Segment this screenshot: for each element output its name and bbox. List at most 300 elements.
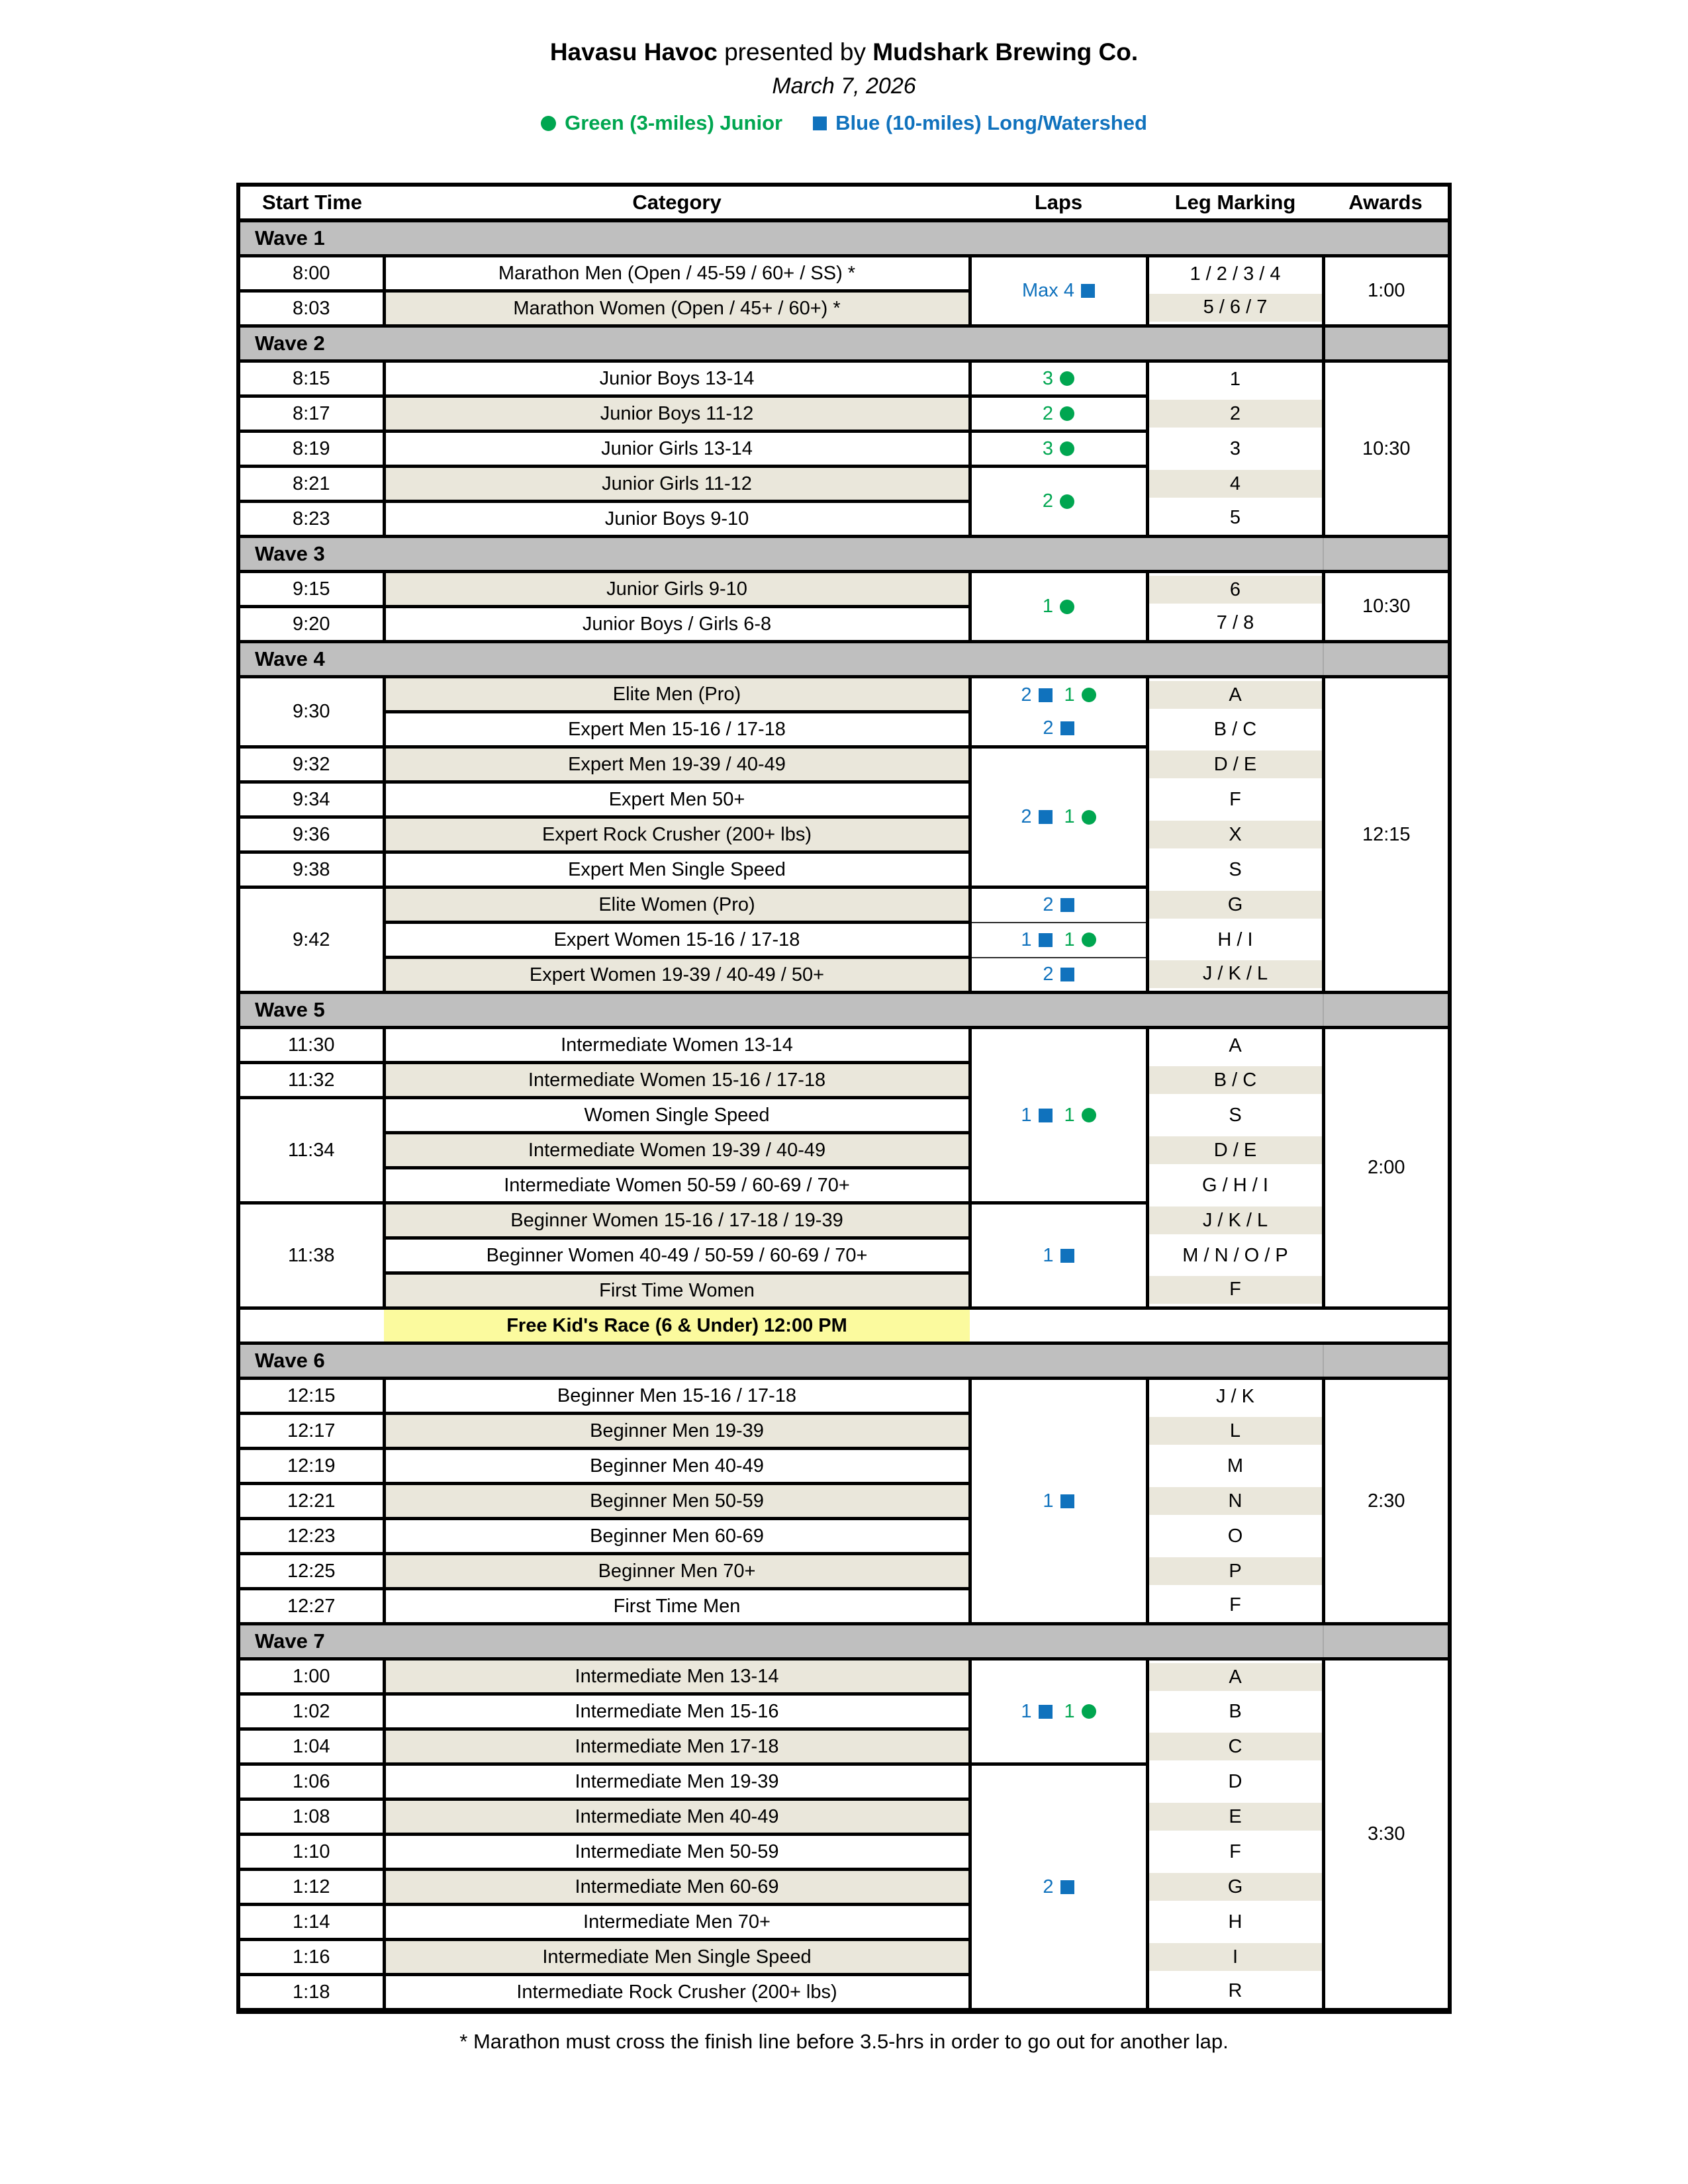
leg-marking-value: H / I — [1217, 929, 1253, 950]
table-row — [238, 782, 1450, 817]
leg-marking-cell — [1147, 1554, 1323, 1589]
laps-cell — [970, 467, 1147, 537]
leg-marking-value: R — [1228, 1980, 1243, 2002]
start-time-cell: 9:34 — [238, 782, 384, 817]
start-time-cell: 1:12 — [238, 1870, 384, 1905]
laps-part — [1064, 1701, 1096, 1723]
leg-marking-value: 2 — [1149, 400, 1322, 428]
table-row — [238, 1729, 1450, 1764]
leg-marking-value: F — [1149, 1276, 1322, 1304]
table-row — [238, 256, 1450, 291]
laps-cell — [970, 432, 1147, 467]
start-time-cell: 1:14 — [238, 1905, 384, 1940]
leg-marking-cell — [1147, 1870, 1323, 1905]
leg-marking-value: F — [1229, 1841, 1241, 1862]
leg-marking-cell — [1147, 467, 1323, 502]
laps-cell — [970, 1203, 1147, 1308]
leg-marking-value: I — [1149, 1943, 1322, 1971]
start-time-cell: 8:03 — [238, 291, 384, 326]
blue-square-icon — [1060, 1494, 1074, 1508]
start-time-cell: 12:15 — [238, 1379, 384, 1414]
laps-part — [1043, 368, 1074, 390]
table-row — [238, 1799, 1450, 1835]
blue-square-icon — [1039, 1109, 1053, 1122]
laps-part — [1021, 806, 1052, 828]
wave-band-awards-cell — [1323, 993, 1450, 1028]
laps-value — [972, 490, 1146, 512]
leg-marking-value: B — [1229, 1700, 1242, 1722]
green-dot-icon — [1060, 441, 1074, 456]
leg-marking-value: D / E — [1149, 751, 1322, 778]
laps-cell — [970, 1028, 1147, 1203]
start-time-cell: 9:42 — [238, 887, 384, 993]
blue-square-icon — [1060, 898, 1074, 912]
green-dot-icon — [541, 116, 556, 131]
leg-marking-value: G — [1149, 1873, 1322, 1901]
leg-marking-cell — [1147, 887, 1323, 923]
table-row — [238, 396, 1450, 432]
start-time-cell: 12:19 — [238, 1449, 384, 1484]
laps-count: 2 — [1021, 684, 1032, 705]
wave-band-awards-cell — [1323, 1624, 1450, 1659]
category-cell: Expert Men Single Speed — [384, 852, 970, 887]
leg-marking-cell — [1147, 1238, 1323, 1273]
table-row — [238, 572, 1450, 607]
category-cell: Marathon Women (Open / 45+ / 60+) * — [384, 291, 970, 326]
laps-part — [1043, 438, 1074, 460]
category-cell: Intermediate Men 17-18 — [384, 1729, 970, 1764]
category-cell: Expert Men 50+ — [384, 782, 970, 817]
start-time-cell: 8:00 — [238, 256, 384, 291]
green-dot-icon — [1082, 810, 1096, 825]
category-cell: Intermediate Men 13-14 — [384, 1659, 970, 1694]
start-time-cell: 9:36 — [238, 817, 384, 852]
leg-marking-cell — [1147, 1273, 1323, 1308]
laps-count: 2 — [1043, 963, 1054, 985]
table-row — [238, 817, 1450, 852]
table-row — [238, 1028, 1450, 1063]
start-time-cell: 12:27 — [238, 1589, 384, 1624]
laps-cell — [970, 1764, 1147, 2011]
leg-marking-value: 3 — [1229, 437, 1241, 459]
start-time-cell: 1:16 — [238, 1940, 384, 1975]
leg-marking-value: J / K / L — [1149, 1206, 1322, 1234]
start-time-cell: 1:04 — [238, 1729, 384, 1764]
leg-marking-cell — [1147, 396, 1323, 432]
category-cell: Beginner Men 50-59 — [384, 1484, 970, 1519]
start-time-cell: 9:32 — [238, 747, 384, 782]
laps-count: 1 — [1064, 929, 1075, 950]
leg-marking-cell — [1147, 747, 1323, 782]
footnote: * Marathon must cross the finish line before 3.5-hrs in order to go out for another lap. — [459, 2030, 1229, 2053]
leg-marking-value: P — [1149, 1557, 1322, 1585]
leg-marking-value: X — [1149, 821, 1322, 848]
leg-marking-cell — [1147, 607, 1323, 642]
laps-count: 2 — [1043, 1876, 1054, 1897]
leg-marking-value: S — [1229, 858, 1242, 880]
table-row — [238, 1764, 1450, 1799]
leg-marking-cell — [1147, 1729, 1323, 1764]
leg-marking-value: 5 / 6 / 7 — [1149, 294, 1322, 322]
laps-value — [972, 1876, 1146, 1898]
leg-marking-cell — [1147, 1905, 1323, 1940]
laps-value — [972, 368, 1146, 390]
laps-cell — [970, 1379, 1147, 1624]
wave-band-awards-cell — [1323, 537, 1450, 572]
leg-marking-cell — [1147, 1449, 1323, 1484]
blue-square-icon — [1081, 284, 1095, 298]
leg-marking-cell — [1147, 1589, 1323, 1624]
leg-marking-cell — [1147, 1764, 1323, 1799]
green-dot-icon — [1082, 933, 1096, 947]
leg-marking-cell — [1147, 572, 1323, 607]
awards-cell: 10:30 — [1323, 572, 1450, 642]
laps-count: 3 — [1042, 367, 1054, 389]
leg-marking-cell — [1147, 1063, 1323, 1098]
awards-cell: 10:30 — [1323, 361, 1450, 537]
wave-band-label: Wave 7 — [238, 1624, 1323, 1659]
laps-cell — [970, 923, 1147, 958]
awards-cell: 3:30 — [1323, 1659, 1450, 2011]
start-time-cell: 8:17 — [238, 396, 384, 432]
wave-band-label: Wave 5 — [238, 993, 1323, 1028]
leg-marking-cell — [1147, 712, 1323, 747]
race-schedule-table — [236, 183, 1452, 2014]
green-dot-icon — [1060, 600, 1074, 614]
category-cell: Expert Men 19-39 / 40-49 — [384, 747, 970, 782]
laps-cell — [970, 1659, 1147, 1764]
category-cell: Expert Men 15-16 / 17-18 — [384, 712, 970, 747]
leg-marking-value: E — [1149, 1803, 1322, 1831]
table-row — [238, 677, 1450, 712]
table-row — [238, 712, 1450, 747]
start-time-cell: 8:21 — [238, 467, 384, 502]
green-dot-icon — [1060, 494, 1074, 509]
start-time-cell: 9:20 — [238, 607, 384, 642]
awards-cell: 12:15 — [1323, 677, 1450, 993]
table-row — [238, 1975, 1450, 2011]
leg-marking-cell — [1147, 958, 1323, 993]
leg-marking-cell — [1147, 256, 1323, 291]
leg-marking-value: F — [1229, 1594, 1241, 1616]
wave-band-row — [238, 642, 1450, 677]
laps-value — [972, 1701, 1146, 1723]
category-cell: Elite Men (Pro) — [384, 677, 970, 712]
category-cell: Junior Girls 13-14 — [384, 432, 970, 467]
laps-cell — [970, 361, 1147, 396]
legend-item-green — [541, 111, 782, 135]
laps-count: 1 — [1064, 806, 1075, 827]
table-row — [238, 1379, 1450, 1414]
blue-square-icon — [1060, 1249, 1074, 1263]
laps-count: 1 — [1021, 1104, 1032, 1126]
leg-marking-cell — [1147, 1659, 1323, 1694]
wave-band-row — [238, 1624, 1450, 1659]
wave-band-label: Wave 4 — [238, 642, 1323, 677]
table-row — [238, 958, 1450, 993]
category-cell: Junior Boys 9-10 — [384, 502, 970, 537]
leg-marking-cell — [1147, 1835, 1323, 1870]
start-time-cell: 12:21 — [238, 1484, 384, 1519]
laps-part — [1064, 929, 1096, 951]
start-time-cell: 1:10 — [238, 1835, 384, 1870]
category-cell: Intermediate Women 19-39 / 40-49 — [384, 1133, 970, 1168]
laps-part — [1043, 717, 1074, 739]
laps-count: Max 4 — [1022, 280, 1074, 301]
category-cell: Expert Rock Crusher (200+ lbs) — [384, 817, 970, 852]
laps-value — [972, 964, 1146, 985]
laps-part — [1021, 1701, 1052, 1723]
laps-cell — [970, 572, 1147, 642]
laps-part — [1043, 894, 1074, 916]
leg-marking-value: B / C — [1213, 718, 1257, 740]
laps-value — [972, 717, 1146, 739]
laps-count: 1 — [1043, 1244, 1054, 1266]
table-row — [238, 1905, 1450, 1940]
laps-part — [1021, 684, 1052, 706]
start-time-cell: 9:38 — [238, 852, 384, 887]
table-row — [238, 1063, 1450, 1098]
col-header-awards: Awards — [1323, 185, 1450, 220]
wave-band-label: Wave 1 — [238, 220, 1450, 256]
table-row — [238, 1940, 1450, 1975]
table-row — [238, 1554, 1450, 1589]
start-time-cell: 1:06 — [238, 1764, 384, 1799]
leg-marking-value: H — [1228, 1911, 1243, 1933]
laps-value — [972, 438, 1146, 460]
laps-value — [972, 403, 1146, 425]
start-time-cell: 1:02 — [238, 1694, 384, 1729]
table-row — [238, 852, 1450, 887]
laps-value — [972, 1490, 1146, 1512]
leg-marking-value: 1 / 2 / 3 / 4 — [1190, 263, 1281, 285]
leg-marking-value: N — [1149, 1487, 1322, 1515]
leg-marking-cell — [1147, 432, 1323, 467]
category-cell: Women Single Speed — [384, 1098, 970, 1133]
blue-square-icon — [1060, 721, 1074, 735]
category-cell: Expert Women 19-39 / 40-49 / 50+ — [384, 958, 970, 993]
blue-square-icon — [1060, 1880, 1074, 1894]
start-time-cell: 8:19 — [238, 432, 384, 467]
table-row — [238, 1238, 1450, 1273]
sponsor-name: Mudshark Brewing Co. — [872, 38, 1139, 66]
laps-part — [1064, 1105, 1096, 1126]
category-cell: Intermediate Women 50-59 / 60-69 / 70+ — [384, 1168, 970, 1203]
wave-band-label: Wave 2 — [238, 326, 1323, 361]
laps-cell — [970, 712, 1147, 747]
green-dot-icon — [1082, 1108, 1096, 1122]
laps-cell — [970, 396, 1147, 432]
wave-band-row — [238, 220, 1450, 256]
category-cell: Beginner Men 19-39 — [384, 1414, 970, 1449]
laps-part — [1064, 684, 1096, 706]
start-time-cell: 11:34 — [238, 1098, 384, 1203]
leg-marking-value: A — [1149, 681, 1322, 709]
laps-value — [972, 929, 1146, 951]
leg-marking-cell — [1147, 923, 1323, 958]
table-row — [238, 1659, 1450, 1694]
laps-count: 3 — [1042, 437, 1054, 459]
category-cell: Intermediate Women 13-14 — [384, 1028, 970, 1063]
table-row — [238, 1133, 1450, 1168]
start-time-cell: 1:08 — [238, 1799, 384, 1835]
laps-part — [1021, 929, 1052, 951]
blue-square-icon — [1039, 810, 1053, 824]
category-cell: Intermediate Men 70+ — [384, 1905, 970, 1940]
blue-square-icon — [1039, 688, 1053, 702]
leg-marking-value: M / N / O / P — [1182, 1244, 1288, 1266]
laps-part — [1043, 403, 1074, 425]
leg-marking-cell — [1147, 1098, 1323, 1133]
table-row — [238, 291, 1450, 326]
category-cell: Intermediate Men 15-16 — [384, 1694, 970, 1729]
leg-marking-value: A — [1229, 1034, 1242, 1056]
leg-marking-value: F — [1229, 788, 1241, 810]
laps-cell — [970, 256, 1147, 326]
blue-square-icon — [1039, 1705, 1053, 1719]
awards-cell: 1:00 — [1323, 256, 1450, 326]
leg-marking-cell — [1147, 502, 1323, 537]
leg-marking-cell — [1147, 361, 1323, 396]
green-dot-icon — [1082, 1704, 1096, 1719]
wave-band-awards-cell — [1323, 326, 1450, 361]
table-row — [238, 923, 1450, 958]
leg-marking-cell — [1147, 1203, 1323, 1238]
wave-band-row — [238, 1343, 1450, 1379]
leg-marking-cell — [1147, 1414, 1323, 1449]
blue-square-icon — [1060, 968, 1074, 981]
laps-count: 1 — [1064, 684, 1075, 705]
presented-by-text: presented by — [717, 38, 873, 66]
green-dot-icon — [1060, 406, 1074, 421]
laps-part — [1022, 280, 1095, 302]
table-row — [238, 1484, 1450, 1519]
laps-part — [1043, 596, 1074, 617]
laps-cell — [970, 958, 1147, 993]
laps-count: 2 — [1042, 402, 1054, 424]
table-row — [238, 1273, 1450, 1308]
table-row — [238, 1694, 1450, 1729]
laps-value — [972, 894, 1146, 916]
category-cell: Elite Women (Pro) — [384, 887, 970, 923]
start-time-cell: 8:15 — [238, 361, 384, 396]
leg-marking-cell — [1147, 1168, 1323, 1203]
leg-marking-cell — [1147, 852, 1323, 887]
col-header-start-time: Start Time — [238, 185, 384, 220]
category-cell: Beginner Men 15-16 / 17-18 — [384, 1379, 970, 1414]
start-time-cell: 9:30 — [238, 677, 384, 747]
leg-marking-cell — [1147, 1940, 1323, 1975]
start-time-cell: 1:00 — [238, 1659, 384, 1694]
category-cell: First Time Women — [384, 1273, 970, 1308]
start-time-cell: 11:38 — [238, 1203, 384, 1308]
laps-part — [1043, 1490, 1074, 1512]
leg-marking-cell — [1147, 817, 1323, 852]
wave-band-label: Wave 3 — [238, 537, 1323, 572]
table-row — [238, 502, 1450, 537]
category-cell: Beginner Men 70+ — [384, 1554, 970, 1589]
laps-value — [972, 684, 1146, 706]
laps-value — [972, 1245, 1146, 1267]
laps-part — [1021, 1105, 1052, 1126]
category-cell: Junior Boys / Girls 6-8 — [384, 607, 970, 642]
category-cell: Marathon Men (Open / 45-59 / 60+ / SS) * — [384, 256, 970, 291]
awards-cell: 2:30 — [1323, 1379, 1450, 1624]
laps-cell — [970, 747, 1147, 887]
laps-count: 1 — [1021, 929, 1032, 950]
leg-marking-cell — [1147, 1519, 1323, 1554]
category-cell: Junior Girls 9-10 — [384, 572, 970, 607]
leg-marking-value: O — [1227, 1525, 1243, 1547]
category-cell: Intermediate Men 60-69 — [384, 1870, 970, 1905]
start-time-cell: 11:30 — [238, 1028, 384, 1063]
leg-marking-value: 5 — [1229, 507, 1241, 529]
laps-value — [972, 1105, 1146, 1126]
title-block — [0, 0, 1688, 135]
leg-marking-cell — [1147, 1799, 1323, 1835]
laps-part — [1043, 490, 1074, 512]
col-header-laps: Laps — [970, 185, 1147, 220]
blue-square-icon — [1039, 933, 1053, 947]
start-time-cell: 1:18 — [238, 1975, 384, 2011]
category-cell: Intermediate Men 19-39 — [384, 1764, 970, 1799]
event-date: March 7, 2026 — [772, 73, 916, 99]
start-time-cell: 8:23 — [238, 502, 384, 537]
laps-count: 1 — [1021, 1700, 1032, 1722]
green-dot-icon — [1060, 371, 1074, 386]
awards-cell: 2:00 — [1323, 1028, 1450, 1308]
leg-marking-value: S — [1229, 1104, 1242, 1126]
legend-green-label: Green (3-miles) Junior — [565, 111, 783, 134]
kids-race-row — [238, 1308, 1450, 1343]
leg-marking-value: G / H / I — [1202, 1174, 1268, 1196]
blank-cell — [238, 1308, 384, 1343]
laps-count: 2 — [1043, 717, 1054, 739]
start-time-cell: 12:17 — [238, 1414, 384, 1449]
leg-marking-value: J / K — [1215, 1385, 1254, 1407]
laps-cell — [970, 677, 1147, 712]
col-header-category: Category — [384, 185, 970, 220]
page-title — [0, 37, 1688, 68]
category-cell: Junior Boys 13-14 — [384, 361, 970, 396]
leg-marking-value: L — [1149, 1417, 1322, 1445]
table-row — [238, 1870, 1450, 1905]
laps-count: 1 — [1064, 1104, 1075, 1126]
wave-band-awards-cell — [1323, 1343, 1450, 1379]
green-dot-icon — [1082, 688, 1096, 702]
table-row — [238, 607, 1450, 642]
category-cell: Beginner Men 60-69 — [384, 1519, 970, 1554]
laps-value — [972, 280, 1146, 302]
laps-value — [972, 806, 1146, 828]
start-time-cell: 12:25 — [238, 1554, 384, 1589]
blank-cell — [970, 1308, 1450, 1343]
leg-marking-value: B / C — [1149, 1066, 1322, 1094]
table-row — [238, 432, 1450, 467]
table-row — [238, 1449, 1450, 1484]
leg-marking-value: M — [1227, 1455, 1244, 1477]
category-cell: Intermediate Men 40-49 — [384, 1799, 970, 1835]
legend-item-blue — [813, 111, 1147, 135]
leg-marking-value: J / K / L — [1149, 960, 1322, 988]
table-row — [238, 1168, 1450, 1203]
category-cell: First Time Men — [384, 1589, 970, 1624]
table-row — [238, 361, 1450, 396]
category-cell: Beginner Men 40-49 — [384, 1449, 970, 1484]
laps-cell — [970, 887, 1147, 923]
leg-marking-value: G — [1149, 891, 1322, 919]
event-name: Havasu Havoc — [549, 38, 718, 66]
